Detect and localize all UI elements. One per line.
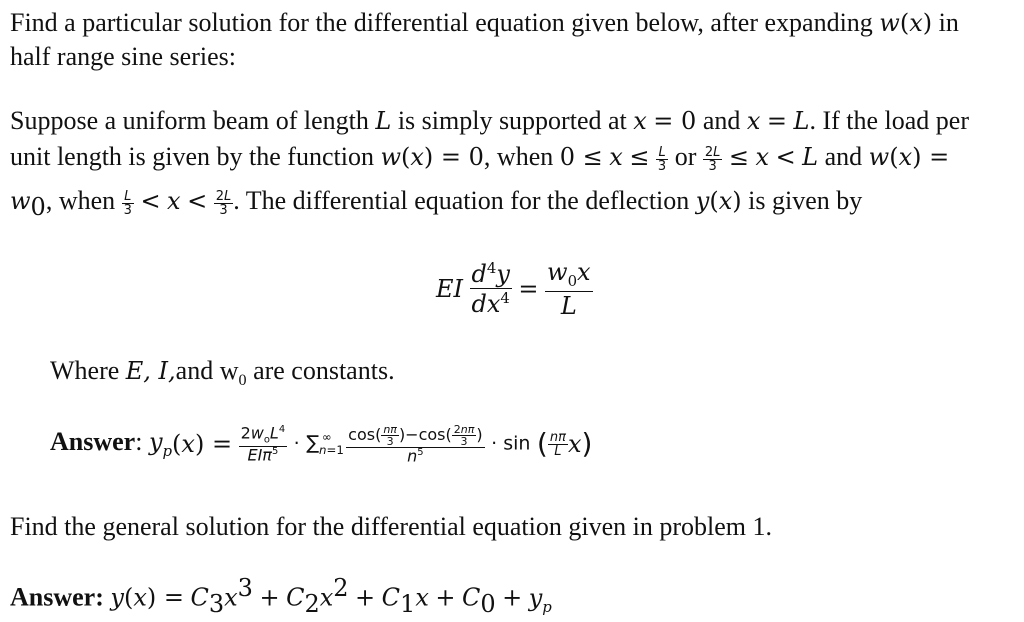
fraction-L-over-3-b: $\frac{L}{3}$: [123, 188, 132, 218]
para-line-2: unit length is given by the function w(x) = 0, when 0 ≤ x ≤ $\frac{L}{3}$ or $\frac{2L}{3}$ ≤ x < L and w(x) =: [10, 142, 950, 174]
para-text-11: is given by: [748, 186, 863, 215]
where-post-text: are constants.: [253, 356, 395, 385]
where-text: Where: [50, 356, 120, 385]
answer-general-solution: Answer: $y(x) = C_3x^3 + C_2x^2 + C_1x + C_0 + y_p$: [10, 574, 552, 618]
where-mid-text: and w: [175, 356, 239, 385]
para-text-2: is simply supported at: [397, 106, 627, 135]
math-L: L: [375, 107, 392, 135]
para-text-1: Suppose a uniform beam of length: [10, 106, 369, 135]
para-line-1: Suppose a uniform beam of length L is simply supported at x = 0 and x = L. If the load per: [10, 106, 969, 135]
problem-2-text: Find the general solution for the differential equation given in problem 1.: [10, 512, 772, 541]
answer-2-label: Answer:: [10, 582, 104, 612]
para-line-3: $w_0$, when $\frac{L}{3}$ < x < $\frac{2L}{3}$ . The differential equation for the deflection y(x) is given by: [10, 186, 863, 222]
para-text-7: or: [674, 142, 697, 171]
intro-text-end: in: [938, 8, 959, 37]
fraction-L-over-3: $\frac{L}{3}$: [657, 144, 667, 174]
fraction-npi-over-L: $\frac{n\pi}{L}$: [549, 429, 566, 459]
math-x-eq-0: x: [633, 107, 647, 135]
intro-text: Find a particular solution for the differential equation given below, after expanding: [10, 8, 873, 37]
answer-label: Answer: [50, 427, 136, 457]
intro-line-2: [10, 44, 236, 70]
fraction-d4y-dx4: $\frac{d^4y}{dx^4}$: [471, 259, 510, 319]
para-text-8: and: [824, 142, 863, 171]
para-text-3: and: [702, 106, 741, 135]
problem-2-statement: [10, 514, 772, 540]
summation-symbol: $\sum_{n=1}^\infty$: [306, 430, 344, 457]
para-text-5: unit length is given by the function: [10, 142, 374, 171]
fraction-cos-terms: cos( $\frac{n\pi}{3}$ )−cos( $\frac{2n\pi}{3}$ ) $n^5$: [348, 423, 483, 466]
where-constants: Where E, I,and $w_0$ are constants.: [50, 356, 395, 390]
differential-equation: EI $\frac{d^4y}{dx^4}$ = $\frac{w_0x}{L}$: [436, 258, 591, 320]
where-sub: 0: [238, 372, 247, 390]
fraction-2L-over-3-b: $\frac{2L}{3}$: [215, 188, 232, 218]
fraction-2L-over-3: $\frac{2L}{3}$: [704, 144, 721, 174]
math-w-of-x: w: [879, 9, 900, 37]
para-text-10: . The differential equation for the deflection: [233, 186, 690, 215]
para-text-4: . If the load per: [809, 106, 969, 135]
fraction-coefficient: $\frac{2w_oL^4}{EI\pi^5}$: [240, 423, 286, 465]
intro-text-2: half range sine series:: [10, 42, 236, 71]
math-load-function: w: [380, 143, 401, 171]
answer-particular-solution: Answer: $y_p(x)$ = $\frac{2w_oL^4}{EI\pi^5}$ · $\sum_{n=1}^\infty$ cos( $\frac{n\pi}{3}$ )−cos( $\frac{2n\pi}{3}$ ) $n^5$ · sin ( $\frac{n\pi}{L}$ x): [50, 423, 593, 466]
para-text-9: , when: [45, 186, 116, 215]
intro-line-1: Find a particular solution for the differential equation given below, after expanding w(x) in: [10, 8, 959, 37]
para-text-6: , when: [483, 142, 554, 171]
fraction-w0x-over-L: $\frac{w_0x}{L}$: [547, 258, 591, 320]
